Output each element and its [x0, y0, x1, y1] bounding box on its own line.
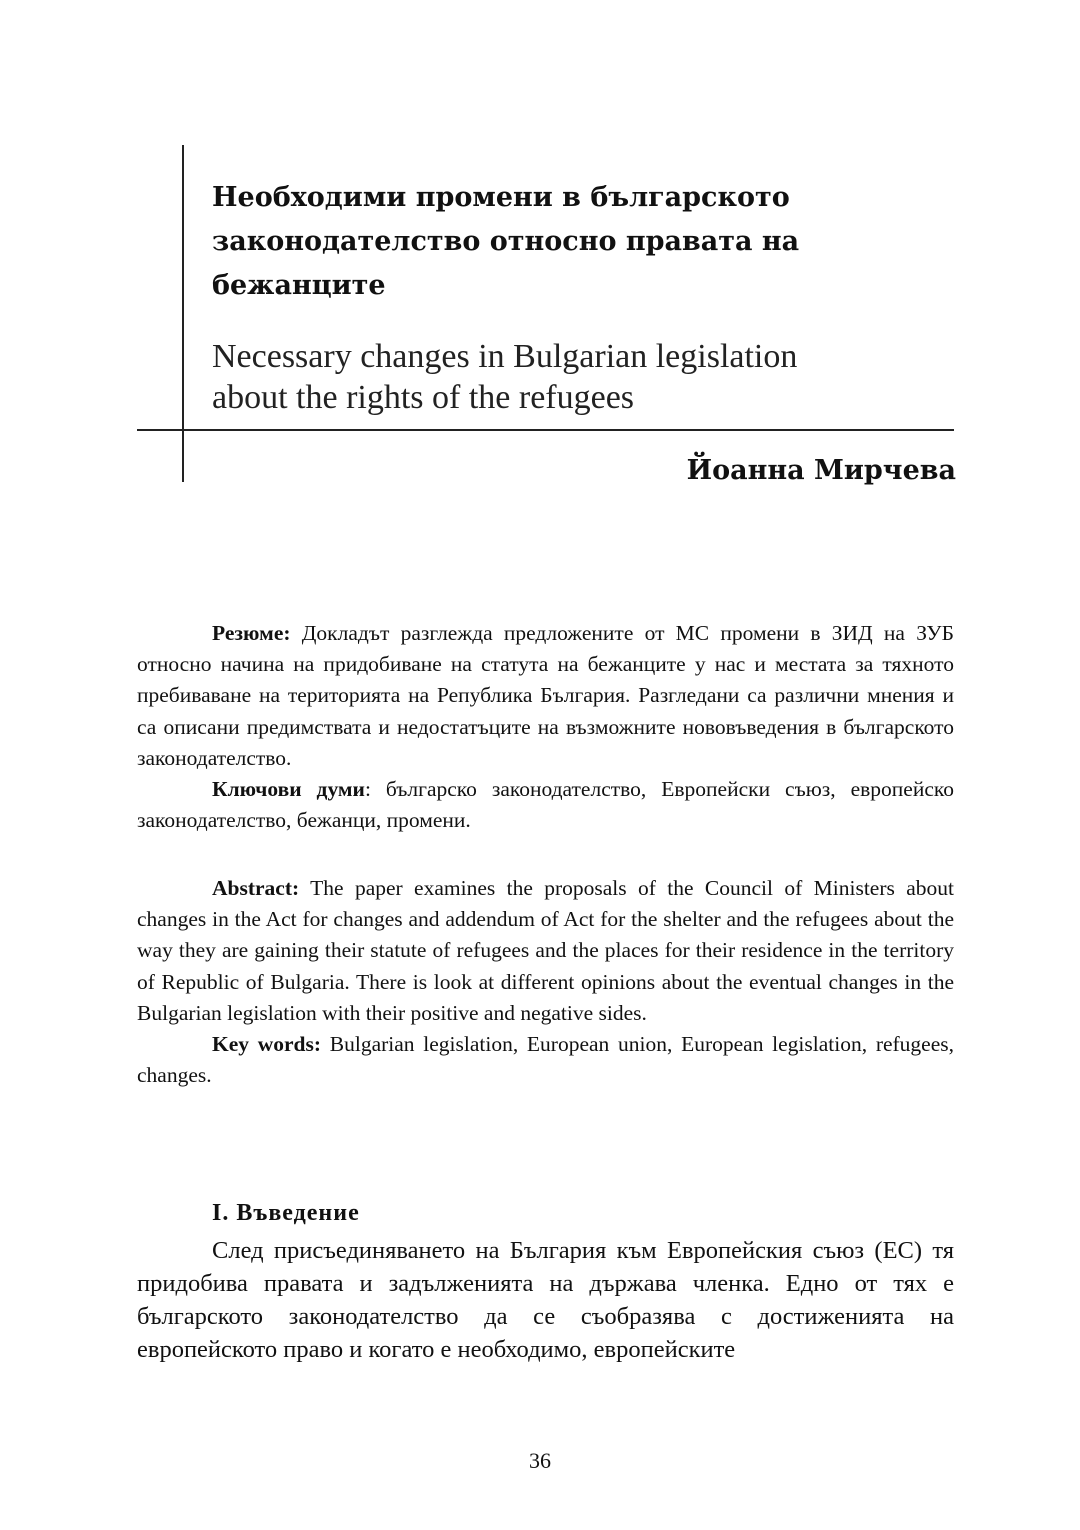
- keywords-en-text: Bulgarian legislation, European union, European legislation, refugees, changes.: [137, 1032, 955, 1088]
- title-horizontal-rule: [137, 429, 954, 431]
- resume-text: Докладът разглежда предложените от МС промени в ЗИД на ЗУБ относно начина на придобиване на статута на бежанците у нас и местата за тяхното пребиваване на територията на Република България. Разгледани са различни мнения и са описани предимствата и недостатъците на възможните нововъведения в българското законодателство.: [137, 621, 954, 770]
- keywords-bg-label: Ключови думи: [212, 777, 365, 802]
- keywords-en-paragraph: [137, 1029, 954, 1091]
- keywords-bg-paragraph: [137, 774, 954, 836]
- title-english: [212, 336, 932, 418]
- intro-paragraph: След присъединяването на България към Европейския съюз (ЕС) тя придобива правата и задълженията на държава членка. Едно от тях е българското законодателство да се съобразява с достиженията на европейското право и когато е необходимо, европейските: [137, 1237, 954, 1363]
- abstract-label: Abstract:: [212, 876, 300, 900]
- title-vertical-rule: [182, 145, 184, 482]
- resume-label: Резюме:: [212, 621, 291, 645]
- author-name: Йоанна Мирчева: [686, 455, 956, 486]
- abstract-text: The paper examines the proposals of the Council of Ministers about changes in the Act for changes and addendum of Act for the shelter and the refugees about the way they are gaining their statute of refugees and the places for their residence in the territory of Republic of Bulgaria. There is look at different opinions about the eventual changes in the Bulgarian legislation with their positive and negative sides.: [137, 876, 954, 1025]
- resume-paragraph: [137, 618, 954, 774]
- keywords-en-label: Key words:: [212, 1032, 322, 1057]
- title-english-line-2: about the rights of the refugees: [212, 379, 635, 416]
- title-bulgarian: Необходими промени в българското законодателство относно правата на бежанците: [212, 182, 800, 301]
- section-heading: I. Въведение: [212, 1200, 360, 1226]
- abstract-block: [137, 873, 954, 1091]
- title-english-line-1: Necessary changes in Bulgarian legislation: [212, 338, 798, 375]
- resume-block: [137, 618, 954, 836]
- page-number: 36: [529, 1448, 551, 1473]
- abstract-paragraph: [137, 873, 954, 1029]
- keywords-bg-text: : българско законодателство, Европейски съюз, европейско законодателство, бежанци, промени.: [137, 777, 954, 833]
